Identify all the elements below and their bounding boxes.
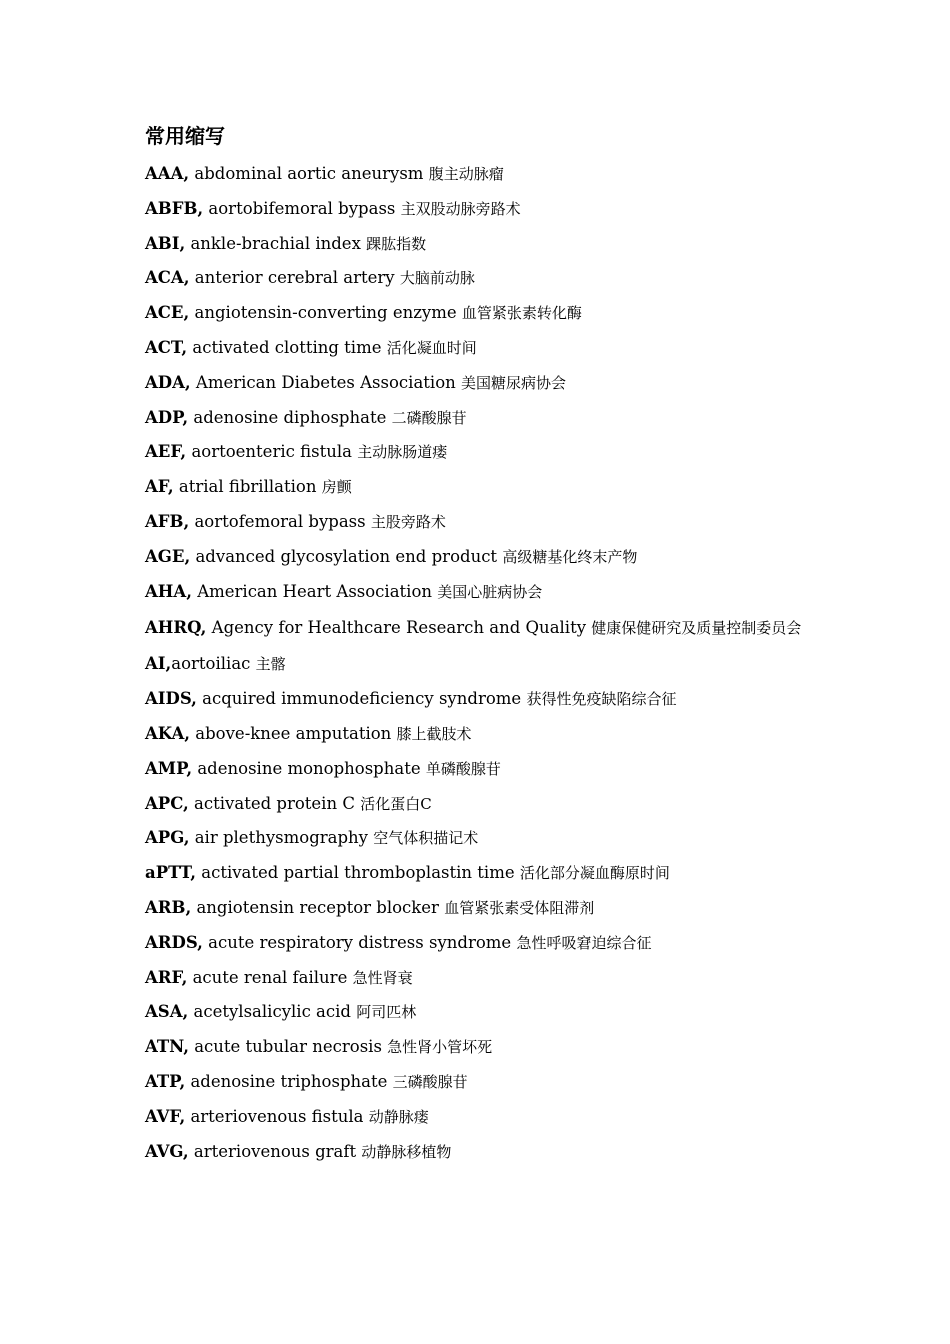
abbreviation: ASA, [145,1002,189,1022]
chinese-term: 房颤 [321,478,352,497]
chinese-term: 活化部分凝血酶原时间 [519,864,670,883]
english-term: activated partial thromboplastin time [201,863,515,883]
chinese-term: 血管紧张素转化酶 [461,304,582,323]
abbreviation: AMP, [145,758,193,778]
abbreviation: AEF, [145,442,187,462]
abbreviation-entry [145,891,825,926]
abbreviation-entry [145,1100,825,1135]
abbreviation-entry [145,1135,825,1170]
english-term: arteriovenous graft [193,1141,357,1161]
chinese-term: 二磷酸腺苷 [391,408,467,427]
abbreviation: ACT, [145,337,188,357]
chinese-term: 美国心脏病协会 [437,582,543,601]
chinese-term: 获得性免疫缺陷综合征 [526,690,677,709]
english-term: adenosine triphosphate [190,1071,388,1091]
abbreviation: ATP, [145,1071,186,1091]
abbreviation-entry [145,682,825,717]
chinese-term: 动静脉移植物 [361,1142,452,1161]
english-term: Agency for Healthcare Research and Quality [211,618,587,638]
abbreviation: AHRQ, [145,618,207,638]
english-term: adenosine diphosphate [193,407,387,427]
chinese-term: 主股旁路术 [370,512,446,531]
abbreviation-entry [145,717,825,752]
document-page [145,118,825,1169]
abbreviation: ACE, [145,303,190,323]
english-term: ankle-brachial index [190,233,361,253]
english-term: atrial fibrillation [178,477,317,497]
abbreviation: ADP, [145,407,189,427]
abbreviation: AVF, [145,1106,186,1126]
english-term: acute respiratory distress syndrome [208,932,512,952]
chinese-term: 主髂 [255,655,286,674]
abbreviation-entry [145,1030,825,1065]
abbreviation-entry [145,609,825,647]
abbreviation-entry [145,926,825,961]
abbreviation-entry [145,505,825,540]
chinese-term: 血管紧张素受体阻滞剂 [444,898,595,917]
english-term: activated clotting time [192,337,382,357]
chinese-term: 活化蛋白C [360,794,432,813]
chinese-term: 急性肾小管坏死 [387,1038,493,1057]
chinese-term: 主动脉肠道瘘 [357,443,448,462]
chinese-term: 主双股动脉旁路术 [400,199,521,218]
abbreviation: AHA, [145,581,192,601]
abbreviation: AAA, [145,164,190,183]
abbreviation: ATN, [145,1037,189,1057]
abbreviation: aPTT, [145,863,196,883]
abbreviation-entry [145,575,825,610]
abbreviation-entry [145,470,825,505]
abbreviation: AIDS, [145,689,197,709]
english-term: angiotensin-converting enzyme [194,303,457,323]
abbreviation: ACA, [145,268,190,288]
chinese-term: 膝上截肢术 [396,724,472,743]
english-term: above-knee amputation [195,723,392,743]
abbreviation: APC, [145,793,189,813]
english-term: acute tubular necrosis [194,1037,382,1057]
abbreviation-entry [145,227,825,262]
abbreviation: AGE, [145,546,191,566]
abbreviation: AVG, [145,1141,189,1161]
abbreviation: AFB, [145,511,190,531]
abbreviation-entry [145,157,825,192]
english-term: acquired immunodeficiency syndrome [202,689,522,709]
chinese-term: 急性呼吸窘迫综合征 [516,933,652,952]
chinese-term: 阿司匹林 [356,1003,417,1022]
chinese-term: 空气体积描记术 [373,829,479,848]
abbreviation-entry [145,856,825,891]
english-term: anterior cerebral artery [194,268,395,288]
chinese-term: 大脑前动脉 [399,269,475,288]
abbreviation-entry [145,401,825,436]
abbreviation: ARB, [145,897,192,917]
abbreviation-list [145,157,825,1169]
abbreviation-entry [145,540,825,575]
english-term: advanced glycosylation end product [195,546,498,566]
chinese-term: 急性肾衰 [352,968,413,987]
chinese-term: 踝肱指数 [366,234,427,253]
abbreviation: AKA, [145,723,191,743]
chinese-term: 活化凝血时间 [386,338,477,357]
english-term: air plethysmography [194,828,368,848]
chinese-term: 美国糖尿病协会 [461,373,567,392]
english-term: acetylsalicylic acid [193,1002,351,1022]
english-term: aortofemoral bypass [194,511,366,531]
abbreviation-entry [145,331,825,366]
abbreviation: APG, [145,828,190,848]
chinese-term: 动静脉瘘 [368,1107,429,1126]
chinese-term: 三磷酸腺苷 [392,1072,468,1091]
page-title: 常用缩写 [145,124,225,148]
english-term: aortobifemoral bypass [208,198,396,218]
chinese-term: 单磷酸腺苷 [425,759,501,778]
english-term: adenosine monophosphate [197,758,421,778]
abbreviation: ADA, [145,372,191,392]
abbreviation-entry [145,647,825,682]
abbreviation-entry [145,995,825,1030]
english-term: acute renal failure [192,967,348,987]
abbreviation-entry [145,192,825,227]
abbreviation-entry [145,296,825,331]
abbreviation: AF, [145,477,174,497]
english-term: angiotensin receptor blocker [196,897,439,917]
abbreviation: AI, [145,654,172,674]
abbreviation-entry [145,821,825,856]
abbreviation: ABFB, [145,198,204,218]
english-term: aortoenteric fistula [191,442,352,462]
abbreviation: ABI, [145,233,186,253]
english-term: American Heart Association [197,581,433,601]
abbreviation-entry [145,787,825,822]
abbreviation-entry [145,261,825,296]
english-term: activated protein C [194,793,355,813]
english-term: aortoiliac [171,654,251,674]
english-term: arteriovenous fistula [190,1106,364,1126]
english-term: American Diabetes Association [195,372,456,392]
abbreviation-entry [145,961,825,996]
chinese-term: 健康保健研究及质量控制委员会 [591,619,802,638]
abbreviation: ARF, [145,967,188,987]
abbreviation: ARDS, [145,932,203,952]
chinese-term: 腹主动脉瘤 [428,165,504,183]
abbreviation-entry [145,435,825,470]
abbreviation-entry [145,1065,825,1100]
chinese-term: 高级糖基化终末产物 [502,547,638,566]
abbreviation-entry [145,752,825,787]
english-term: abdominal aortic aneurysm [194,164,424,183]
abbreviation-entry [145,366,825,401]
